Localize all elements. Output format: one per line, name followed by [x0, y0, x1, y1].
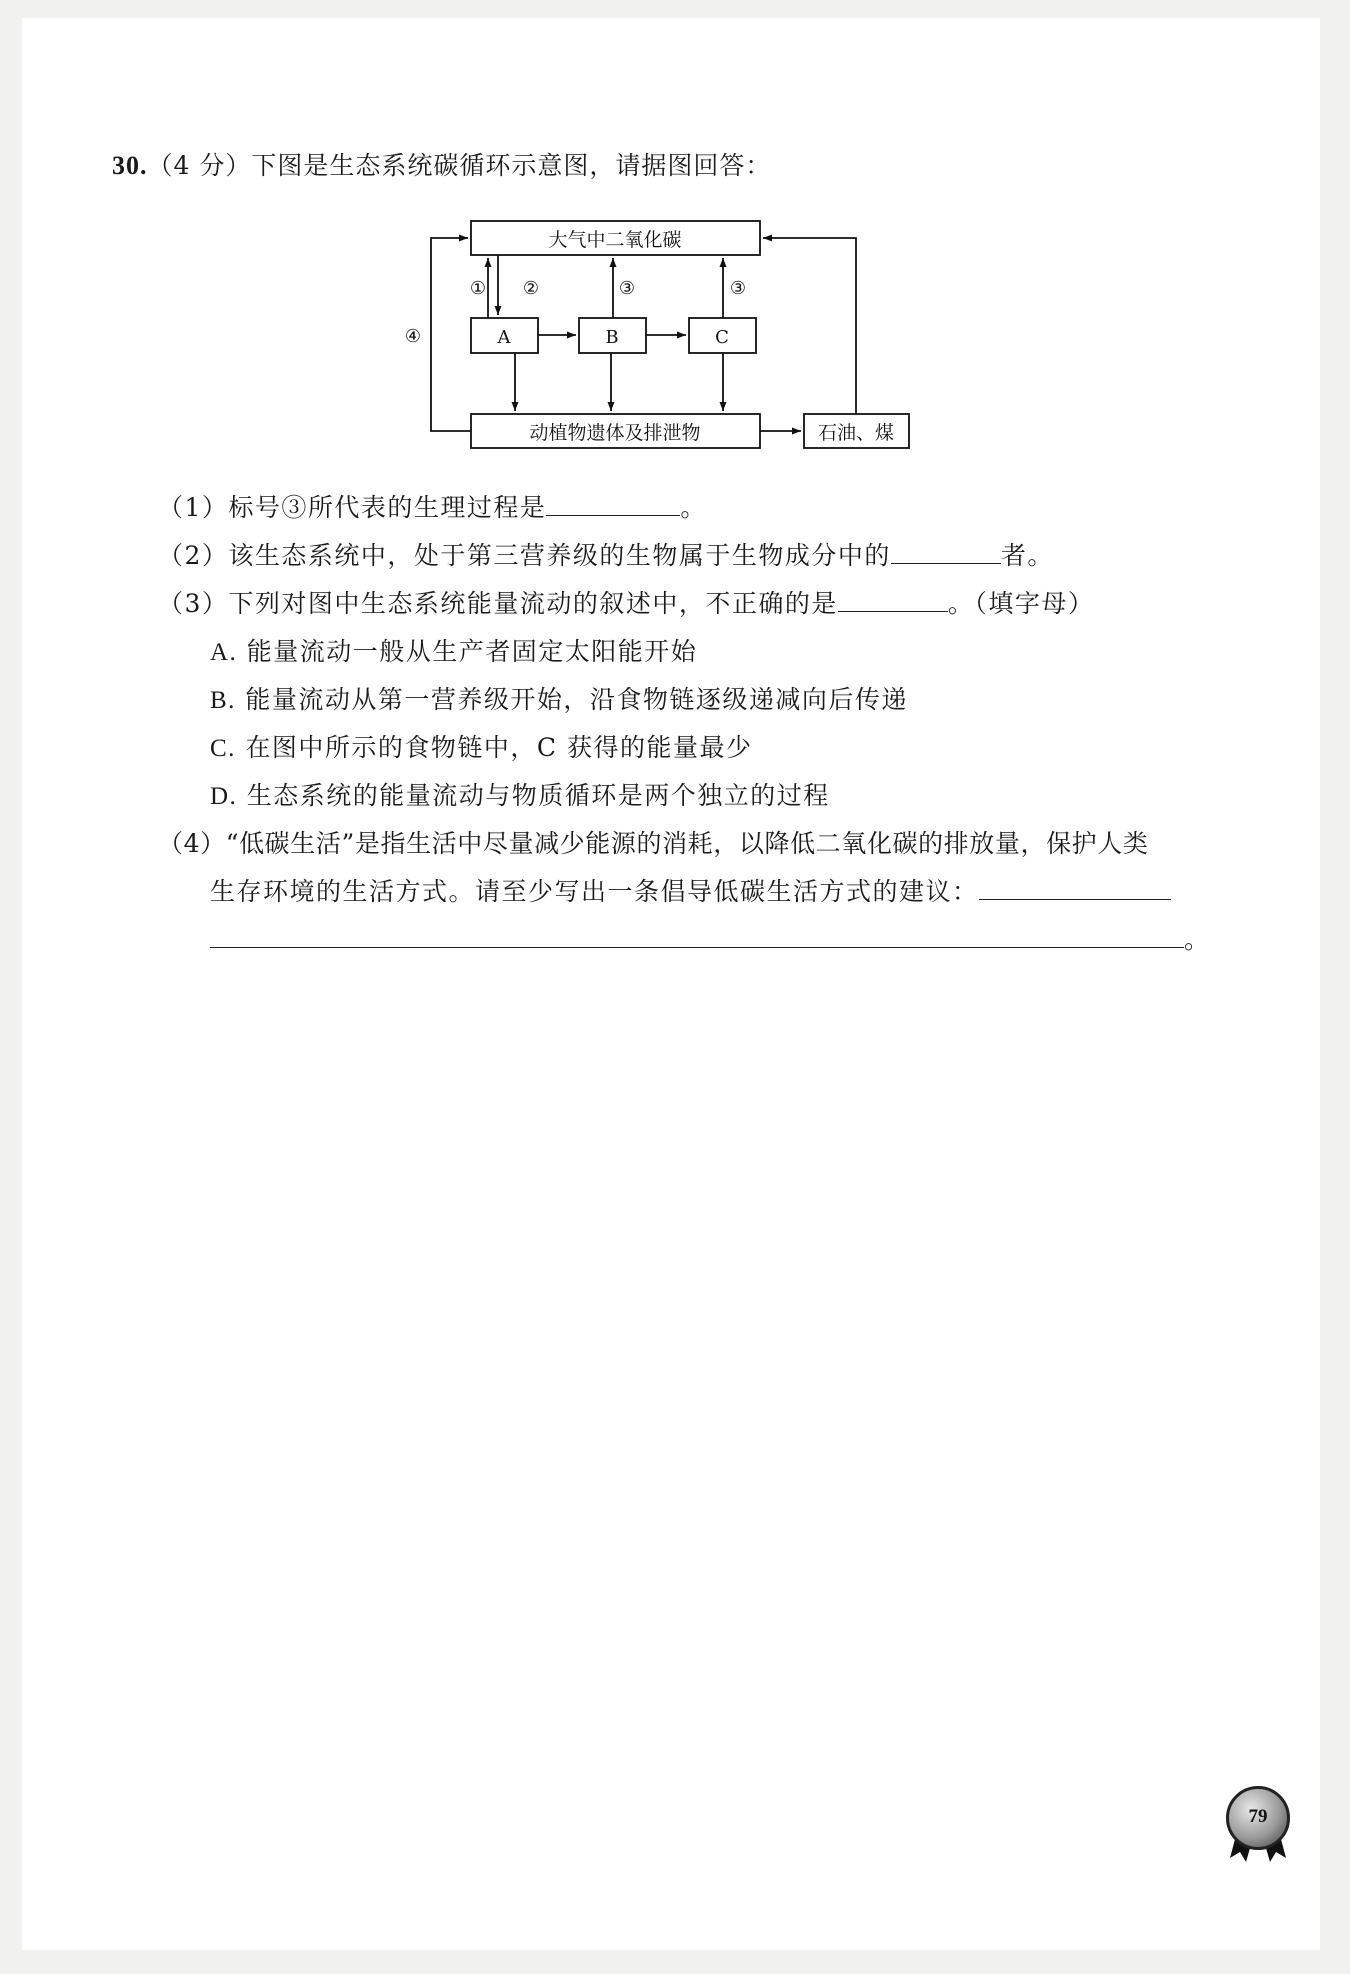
node-c-label: C [715, 327, 729, 348]
sub-question-3 [158, 584, 1094, 620]
label-4: ④ [404, 326, 422, 347]
option-a-letter: A. [210, 639, 238, 666]
sub-question-1 [158, 488, 707, 524]
label-3a: ③ [618, 278, 636, 299]
option-a [210, 632, 697, 668]
bottom-box-label: 动植物遗体及排泄物 [529, 422, 701, 444]
sub4-suffix: 。 [1184, 925, 1211, 954]
answer-blank-4a[interactable] [979, 877, 1171, 900]
option-d [210, 776, 830, 812]
question-stem-text: （4 分）下图是生态系统碳循环示意图，请据图回答： [147, 151, 772, 180]
sub1-suffix: 。 [680, 493, 707, 522]
top-box-label: 大气中二氧化碳 [548, 229, 682, 251]
carbon-cycle-diagram [0, 0, 1350, 520]
option-a-text: 能量流动一般从生产者固定太阳能开始 [246, 637, 698, 666]
question-number: 30. [112, 151, 148, 180]
label-2: ② [522, 278, 540, 299]
option-b [210, 680, 908, 716]
sub2-text: （2）该生态系统中，处于第三营养级的生物属于生物成分中的 [158, 541, 891, 570]
option-d-letter: D. [210, 783, 238, 810]
sub-question-4-line2 [210, 872, 1171, 908]
sub-question-4-line1: （4）“低碳生活”是指生活中尽量减少能源的消耗，以降低二氧化碳的排放量，保护人类 [158, 829, 1149, 858]
answer-blank-3[interactable] [838, 589, 948, 612]
option-d-text: 生态系统的能量流动与物质循环是两个独立的过程 [246, 781, 830, 810]
option-b-text: 能量流动从第一营养级开始，沿食物链逐级递减向后传递 [245, 685, 908, 714]
label-3b: ③ [729, 278, 747, 299]
page-number-badge: 79 [1226, 1786, 1290, 1850]
sub3-text: （3）下列对图中生态系统能量流动的叙述中，不正确的是 [158, 589, 838, 618]
sub1-text: （1）标号③所代表的生理过程是 [158, 493, 547, 522]
option-c-letter: C. [210, 735, 236, 762]
node-b-label: B [605, 327, 619, 348]
answer-blank-4b[interactable] [210, 925, 1184, 948]
label-1: ① [469, 278, 487, 299]
node-a-label: A [497, 327, 511, 348]
fossil-box-label: 石油、煤 [817, 422, 895, 444]
option-c-text: 在图中所示的食物链中，C 获得的能量最少 [245, 733, 753, 762]
option-c [210, 728, 752, 764]
answer-blank-2[interactable] [891, 541, 1001, 564]
sub-question-2 [158, 536, 1054, 572]
answer-blank-1[interactable] [546, 493, 680, 516]
sub-question-4-line3 [210, 920, 1211, 956]
sub4-text: 生存环境的生活方式。请至少写出一条倡导低碳生活方式的建议： [210, 877, 979, 906]
sub2-suffix: 者。 [1000, 541, 1054, 570]
sub3-suffix: 。（填字母） [947, 589, 1095, 618]
option-b-letter: B. [210, 687, 236, 714]
